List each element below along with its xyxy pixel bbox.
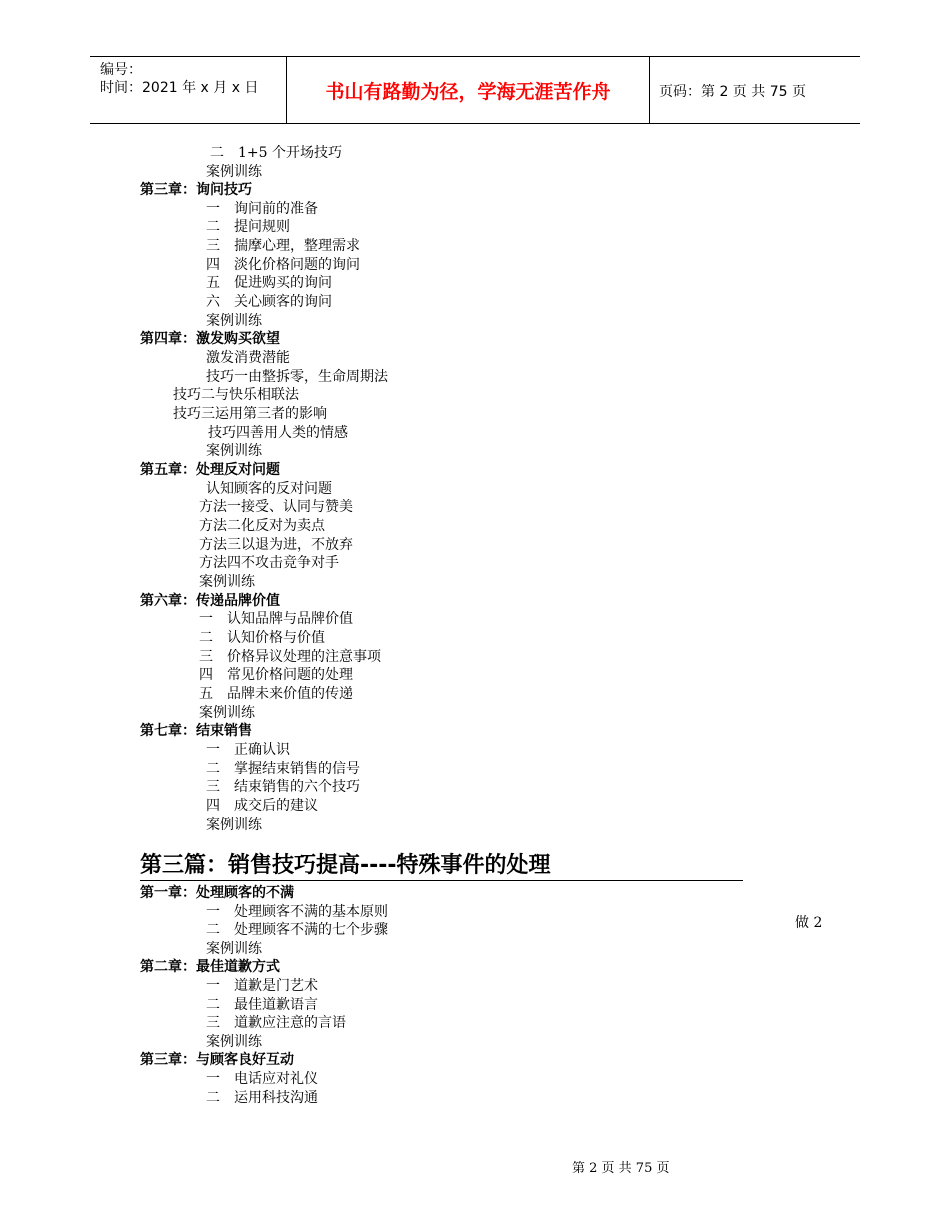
toc-item: 一 电话应对礼仪 bbox=[206, 1071, 318, 1087]
chapter-heading: 第四章：激发购买欲望 bbox=[140, 331, 280, 347]
page-header bbox=[90, 56, 860, 124]
toc-item: 案例训练 bbox=[206, 1034, 262, 1050]
toc-item: 二 1+5 个开场技巧 bbox=[210, 145, 342, 161]
toc-item: 技巧二与快乐相联法 bbox=[173, 387, 299, 403]
header-divider bbox=[649, 57, 650, 123]
toc-item: 三 结束销售的六个技巧 bbox=[206, 779, 360, 795]
toc-item: 二 掌握结束销售的信号 bbox=[206, 761, 360, 777]
toc-item: 二 认知价格与价值 bbox=[199, 630, 325, 646]
toc-item: 一 道歉是门艺术 bbox=[206, 978, 318, 994]
toc-item: 三 道歉应注意的言语 bbox=[206, 1015, 346, 1031]
toc-item: 五 品牌未来价值的传递 bbox=[199, 686, 353, 702]
toc-item: 一 正确认识 bbox=[206, 742, 290, 758]
toc-item: 案例训练 bbox=[206, 817, 262, 833]
toc-item: 技巧三运用第三者的影响 bbox=[173, 406, 327, 422]
toc-item: 四 淡化价格问题的询问 bbox=[206, 257, 360, 273]
page-footer: 第 2 页 共 75 页 bbox=[572, 1161, 670, 1176]
chapter-heading: 第三章：与顾客良好互动 bbox=[140, 1052, 294, 1068]
part-title: 第三篇：销售技巧提高----特殊事件的处理 bbox=[140, 852, 743, 881]
number-label: 编号： bbox=[100, 62, 142, 78]
toc-item: 三 揣摩心理，整理需求 bbox=[206, 238, 360, 254]
toc-item: 方法三以退为进，不放弃 bbox=[199, 537, 353, 553]
toc-item: 案例训练 bbox=[199, 705, 255, 721]
toc-item: 激发消费潜能 bbox=[206, 350, 290, 366]
header-page-info: 页码：第 2 页 共 75 页 bbox=[659, 84, 806, 100]
toc-item: 二 最佳道歉语言 bbox=[206, 997, 318, 1013]
side-note: 做 2 bbox=[795, 915, 823, 931]
toc-item: 一 询问前的准备 bbox=[206, 201, 318, 217]
toc-item: 案例训练 bbox=[206, 443, 262, 459]
time-label: 时间：2021 年 x 月 x 日 bbox=[100, 80, 259, 96]
toc-item: 案例训练 bbox=[206, 313, 262, 329]
toc-item: 二 处理顾客不满的七个步骤 bbox=[206, 922, 388, 938]
chapter-heading: 第一章：处理顾客的不满 bbox=[140, 885, 294, 901]
toc-item: 三 价格异议处理的注意事项 bbox=[199, 649, 381, 665]
toc-item: 技巧四善用人类的情感 bbox=[208, 425, 348, 441]
toc-item: 方法四不攻击竞争对手 bbox=[199, 555, 339, 571]
header-meta bbox=[100, 61, 258, 97]
chapter-heading: 第六章：传递品牌价值 bbox=[140, 593, 280, 609]
toc-item: 一 认知品牌与品牌价值 bbox=[199, 611, 353, 627]
toc-item: 二 运用科技沟通 bbox=[206, 1090, 318, 1106]
toc-item: 五 促进购买的询问 bbox=[206, 275, 332, 291]
chapter-heading: 第二章：最佳道歉方式 bbox=[140, 959, 280, 975]
toc-item: 认知顾客的反对问题 bbox=[206, 481, 332, 497]
toc-item: 一 处理顾客不满的基本原则 bbox=[206, 904, 388, 920]
toc-item: 方法一接受、认同与赞美 bbox=[199, 499, 353, 515]
chapter-heading: 第三章：询问技巧 bbox=[140, 182, 252, 198]
toc-item: 二 提问规则 bbox=[206, 219, 290, 235]
toc-item: 技巧一由整拆零，生命周期法 bbox=[206, 369, 388, 385]
header-motto: 书山有路勤为径，学海无涯苦作舟 bbox=[325, 81, 611, 103]
toc-item: 方法二化反对为卖点 bbox=[199, 518, 325, 534]
toc-item: 案例训练 bbox=[206, 164, 262, 180]
toc-item: 四 成交后的建议 bbox=[206, 798, 318, 814]
toc-item: 案例训练 bbox=[206, 941, 262, 957]
chapter-heading: 第七章：结束销售 bbox=[140, 723, 252, 739]
toc-item: 四 常见价格问题的处理 bbox=[199, 667, 353, 683]
chapter-heading: 第五章：处理反对问题 bbox=[140, 462, 280, 478]
toc-item: 六 关心顾客的询问 bbox=[206, 294, 332, 310]
toc-item: 案例训练 bbox=[199, 574, 255, 590]
